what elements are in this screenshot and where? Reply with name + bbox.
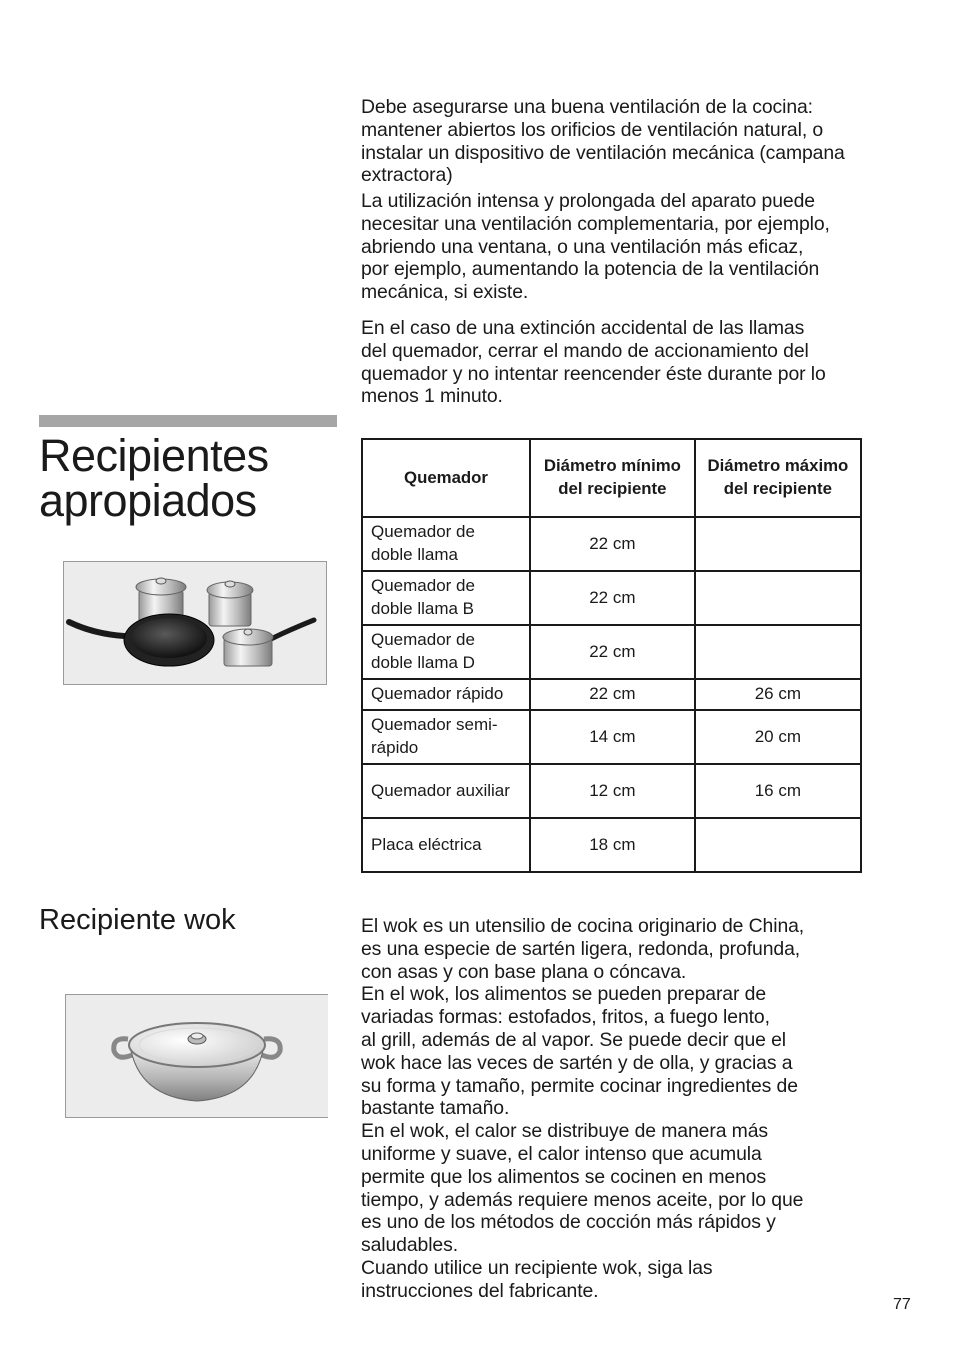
intro-paragraph-intense-use: La utilización intensa y prolongada del aparato puede necesitar una ventilación complementaria, por ejemplo, abriendo una ventana, o una ventilación más eficaz, por ejemplo, aumentando la potencia de la ventilación mecánica, si existe. [361,190,830,304]
table-row [362,764,861,818]
max-diameter-cell: 26 cm [695,679,861,710]
table-header-row [362,439,861,517]
min-diameter-cell: 18 cm [530,818,695,872]
column-header-min-diameter: Diámetro mínimo del recipiente [530,439,695,517]
max-diameter-cell [695,625,861,679]
min-diameter-cell: 22 cm [530,679,695,710]
intro-paragraph-flame-extinction: En el caso de una extinción accidental de las llamas del quemador, cerrar el mando de accionamiento del quemador y no intentar reencender éste durante por lo menos 1 minuto. [361,317,826,408]
burner-name-cell: Placa eléctrica [362,818,530,872]
max-diameter-cell: 20 cm [695,710,861,764]
table-row [362,571,861,625]
wok-description-text: El wok es un utensilio de cocina originario de China, es una especie de sartén ligera, redonda, profunda, con asas y con base plana o cóncava. En el wok, los alimentos se pueden preparar de variadas formas: estofados, fritos, a fuego lento, al grill, además de al vapor. Se puede decir que el wok hace las veces de sartén y de olla, y gracias a su forma y tamaño, permite cocinar ingredientes de bastante tamaño. En el wok, el calor se distribuye de manera más uniforme y suave, el calor intenso que acumula permite que los alimentos se cocinen en menos tiempo, y además requiere menos aceite, por lo que es uno de los métodos de cocción más rápidos y saludables. Cuando utilice un recipiente wok, siga las instrucciones del fabricante. [361,915,805,1302]
burner-name-cell: Quemador semi-rápido [362,710,530,764]
min-diameter-cell: 22 cm [530,571,695,625]
max-diameter-cell: 16 cm [695,764,861,818]
burner-name-cell: Quemador auxiliar [362,764,530,818]
table-row [362,625,861,679]
burner-name-cell: Quemador de doble llama D [362,625,530,679]
min-diameter-cell: 22 cm [530,625,695,679]
min-diameter-cell: 14 cm [530,710,695,764]
burner-name-cell: Quemador de doble llama [362,517,530,571]
table-row [362,818,861,872]
column-header-burner: Quemador [362,439,530,517]
wok-illustration [65,994,328,1118]
section-title-wok: Recipiente wok [39,904,236,936]
table-row [362,710,861,764]
page-number: 77 [893,1296,911,1313]
burner-name-cell: Quemador de doble llama B [362,571,530,625]
min-diameter-cell: 12 cm [530,764,695,818]
cookware-set-illustration [63,561,327,685]
column-header-max-diameter: Diámetro máximo del recipiente [695,439,861,517]
section-title-recipientes: Recipientes apropiados [39,430,269,526]
max-diameter-cell [695,818,861,872]
intro-paragraph-ventilation: Debe asegurarse una buena ventilación de la cocina: mantener abiertos los orificios de ventilación natural, o instalar un dispositivo de ventilación mecánica (campana extractora) [361,96,845,187]
max-diameter-cell [695,517,861,571]
table-row [362,679,861,710]
burner-name-cell: Quemador rápido [362,679,530,710]
burner-vessel-diameter-table [361,438,862,873]
min-diameter-cell: 22 cm [530,517,695,571]
table-row [362,517,861,571]
section-divider-bar [39,415,337,427]
max-diameter-cell [695,571,861,625]
